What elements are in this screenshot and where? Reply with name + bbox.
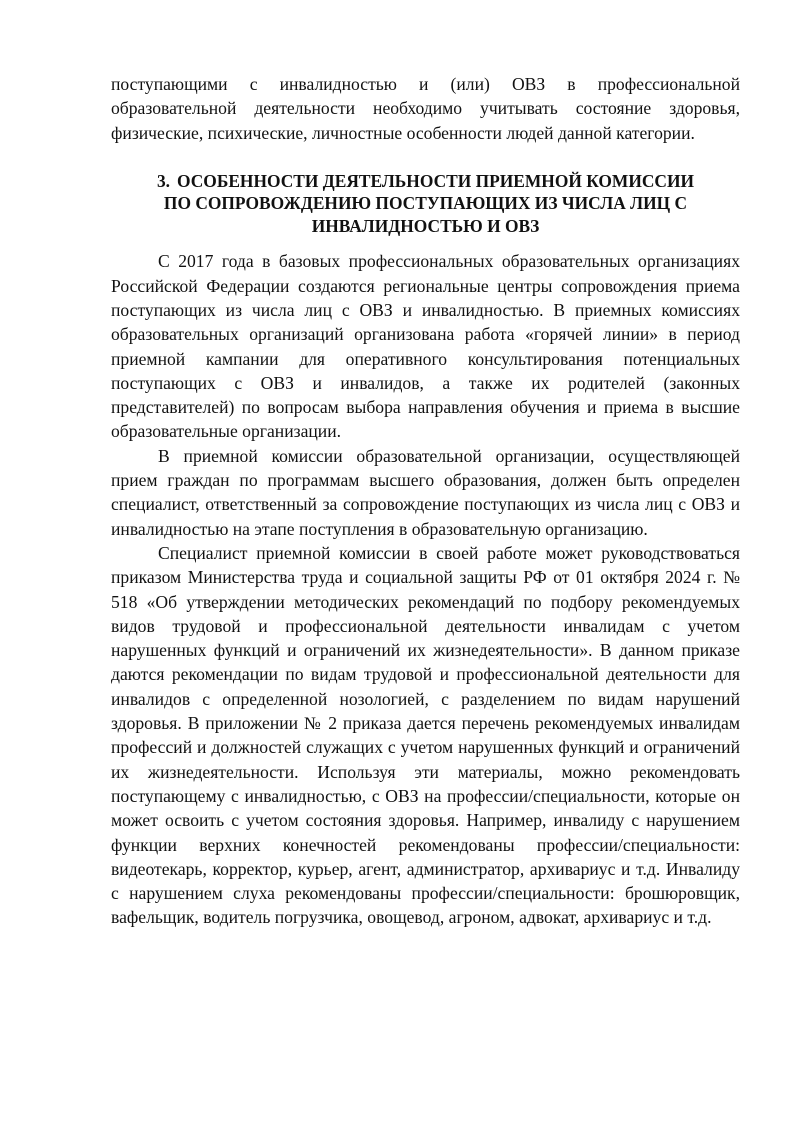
body-paragraph-3: Специалист приемной комиссии в своей работе может руководствоваться приказом Министерства труда и социальной защиты РФ от 01 октября 2024 г. № 518 «Об утверждении методических рекомендаций по подбору рекомендуемых видов трудовой и профессиональной деятельности инвалидам с учетом нарушенных функций и ограничений их жизнедеятельности». В данном приказе даются рекомендации по видам трудовой и профессиональной деятельности для инвалидов с определенной нозологией, с разделением по видам нарушений здоровья. В приложении № 2 приказа дается перечень рекомендуемых инвалидам профессий и должностей служащих с учетом нарушенных функций и ограничений их жизнедеятельности. Используя эти материалы, можно рекомендовать поступающему с инвалидностью, с ОВЗ на профессии/специальности, которые он может освоить с учетом состояния здоровья. Например, инвалиду с нарушением функции верхних конечностей рекомендованы профессии/специальности: видеотекарь, корректор, курьер, агент, администратор, архивариус и т.д. Инвалиду с нарушением слуха рекомендованы профессии/специальности: брошюровщик, вафельщик, водитель погрузчика, овощевод, агроном, адвокат, архивариус и т.д. — [111, 542, 740, 928]
intro-paragraph: поступающими с инвалидностью и (или) ОВЗ в профессиональной образовательной деятельности необходимо учитывать состояние здоровья, физические, психические, личностные особенности людей данной категории. — [111, 74, 740, 143]
section-number: 3. — [156, 170, 170, 191]
section-title-line-3: ИНВАЛИДНОСТЬЮ И ОВЗ — [311, 215, 540, 236]
section-heading — [111, 170, 740, 238]
section-title-line-2: ПО СОПРОВОЖДЕНИЮ ПОСТУПАЮЩИХ ИЗ ЧИСЛА ЛИЦ С — [163, 193, 688, 214]
body-paragraph-1: С 2017 года в базовых профессиональных образовательных организациях Российской Федерации создаются региональные центры сопровождения приема поступающих из числа лиц с ОВЗ и инвалидностью. В приемных комиссиях образовательных организаций организована работа «горячей линии» в период приемной кампании для оперативного консультирования потенциальных поступающих с ОВЗ и инвалидов, а также их родителей (законных представителей) по вопросам выбора направления обучения и приема в высшие образовательные организации. — [111, 251, 740, 442]
section-heading-line-1 — [111, 170, 740, 193]
section-title-line-1: ОСОБЕННОСТИ ДЕЯТЕЛЬНОСТИ ПРИЕМНОЙ КОМИССИИ — [177, 170, 695, 191]
body-paragraph-2: В приемной комиссии образовательной организации, осуществляющей прием граждан по программам высшего образования, должен быть определен специалист, ответственный за сопровождение поступающих из числа лиц с ОВЗ и инвалидностью на этапе поступления в образовательную организацию. — [111, 445, 740, 539]
